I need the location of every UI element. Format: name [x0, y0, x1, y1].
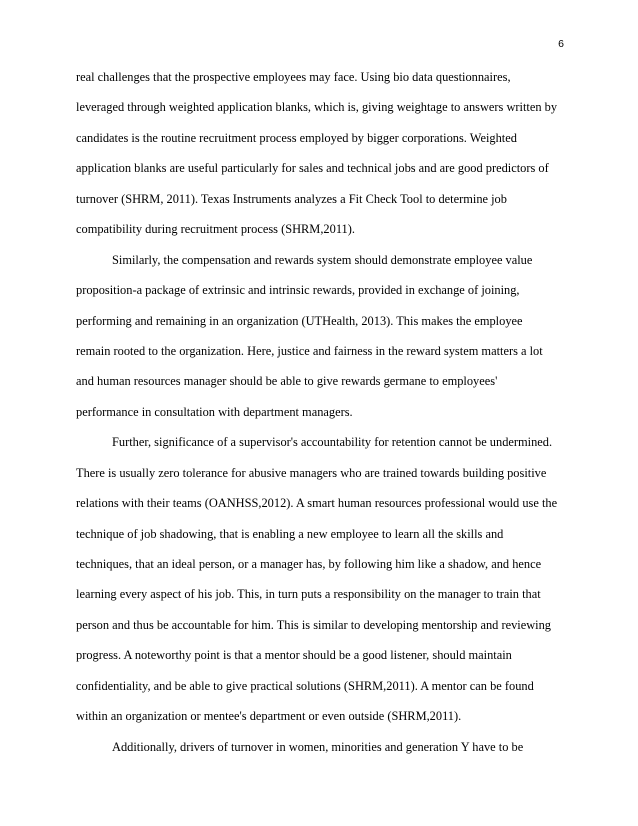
text-line: Further, significance of a supervisor's accountability for retention cannot be undermined.: [112, 435, 553, 450]
text-line: application blanks are useful particularly for sales and technical jobs and are good predictors of: [76, 161, 549, 176]
text-line: Similarly, the compensation and rewards system should demonstrate employee value: [112, 252, 533, 267]
paragraph: [76, 427, 566, 731]
text-line: confidentiality, and be able to give practical solutions (SHRM,2011). A mentor can be found: [76, 678, 534, 693]
text-line: learning every aspect of his job. This, in turn puts a responsibility on the manager to train that: [76, 587, 541, 602]
text-line: performing and remaining in an organization (UTHealth, 2013). This makes the employee: [76, 313, 523, 328]
text-line: remain rooted to the organization. Here, justice and fairness in the reward system matters a lot: [76, 343, 543, 358]
text-line: techniques, that an ideal person, or a manager has, by following him like a shadow, and hence: [76, 557, 542, 571]
text-line: turnover (SHRM, 2011). Texas Instruments analyzes a Fit Check Tool to determine job: [76, 191, 507, 206]
text-line: leveraged through weighted application blanks, which is, giving weightage to answers written by: [76, 100, 558, 115]
page-number: 6: [558, 38, 564, 50]
text-line: There is usually zero tolerance for abusive managers who are trained towards building positive: [76, 465, 547, 480]
document-body: [76, 62, 566, 762]
paragraph: [76, 62, 566, 245]
paragraph: [76, 732, 566, 762]
text-line: Additionally, drivers of turnover in women, minorities and generation Y have to be: [112, 739, 524, 754]
paragraph: [76, 245, 566, 428]
text-line: real challenges that the prospective employees may face. Using bio data questionnaires,: [76, 70, 511, 84]
text-line: within an organization or mentee's department or even outside (SHRM,2011).: [76, 709, 462, 724]
text-line: technique of job shadowing, that is enabling a new employee to learn all the skills and: [76, 526, 504, 541]
text-line: progress. A noteworthy point is that a mentor should be a good listener, should maintain: [76, 648, 512, 663]
text-line: relations with their teams (OANHSS,2012). A smart human resources professional would use the: [76, 496, 558, 511]
text-line: proposition-a package of extrinsic and intrinsic rewards, provided in exchange of joining,: [76, 283, 520, 298]
text-line: candidates is the routine recruitment process employed by bigger corporations. Weighted: [76, 130, 517, 145]
text-line: performance in consultation with department managers.: [76, 404, 353, 419]
text-line: compatibility during recruitment process (SHRM,2011).: [76, 222, 355, 237]
text-line: and human resources manager should be able to give rewards germane to employees': [76, 374, 498, 389]
text-line: person and thus be accountable for him. This is similar to developing mentorship and reviewing: [76, 617, 551, 632]
